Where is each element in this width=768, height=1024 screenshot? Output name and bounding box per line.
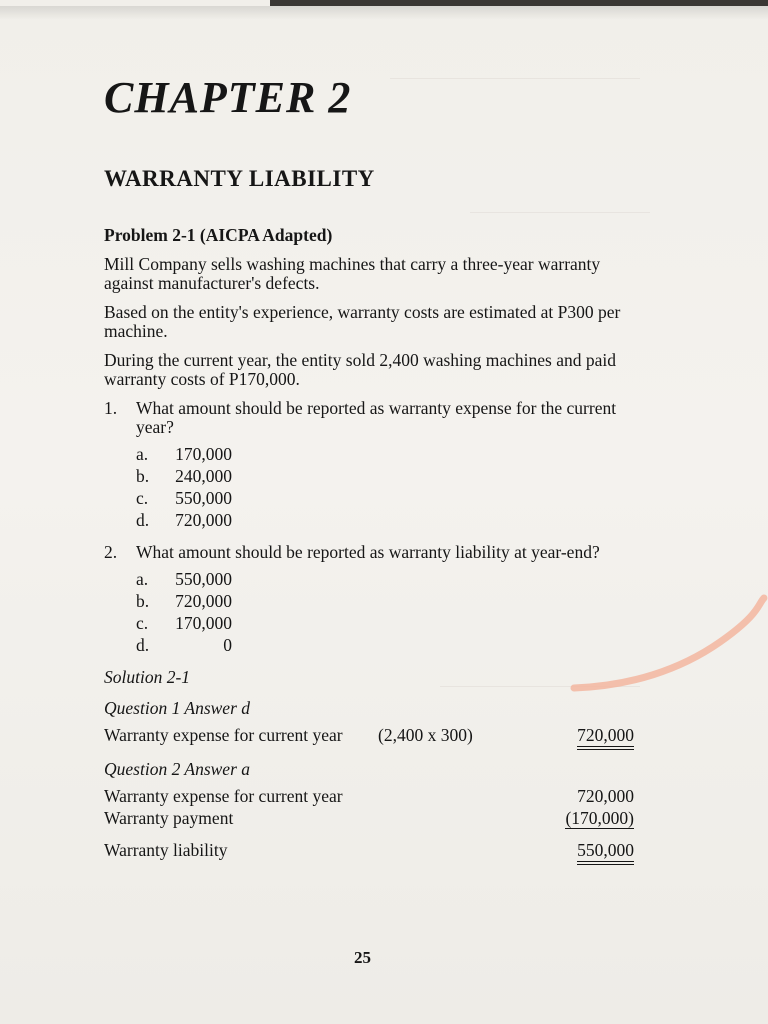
- highlighter-mark: [570, 590, 768, 700]
- section-title: WARRANTY LIABILITY: [104, 166, 375, 191]
- row-label: Warranty payment: [104, 808, 234, 828]
- problem-paragraph: Mill Company sells washing machines that carry a three-year warranty against manufacturer's defects.: [104, 254, 601, 293]
- row-amount: (170,000): [565, 808, 634, 828]
- problem-paragraph: Based on the entity's experience, warranty costs are estimated at P300 per machine.: [104, 302, 621, 341]
- choice-letter: b.: [136, 590, 150, 611]
- page-top-shadow: [0, 6, 768, 20]
- row-amount: 550,000: [577, 841, 634, 865]
- question-1: [104, 399, 644, 437]
- choice-b: [136, 590, 644, 612]
- choice-a: [136, 568, 644, 590]
- problem-paragraph: During the current year, the entity sold 2,400 washing machines and paid warranty costs of P170,000.: [104, 350, 617, 389]
- show-through-line: [470, 212, 650, 227]
- row-formula: (2,400 x 300): [378, 725, 473, 745]
- choice-b: [136, 465, 644, 487]
- choice-value: 240,000: [175, 465, 232, 486]
- row-label: Warranty expense for current year: [104, 725, 343, 745]
- choice-letter: c.: [136, 487, 149, 508]
- question-number: 1.: [104, 398, 118, 418]
- choice-a: [136, 443, 644, 465]
- choice-letter: b.: [136, 465, 150, 486]
- choice-letter: a.: [136, 568, 149, 589]
- solution-row: [104, 841, 644, 863]
- choice-value: 0: [223, 634, 232, 655]
- choice-value: 720,000: [175, 590, 232, 611]
- choice-letter: d.: [136, 634, 150, 655]
- row-amount: 720,000: [577, 786, 634, 806]
- row-label: Warranty expense for current year: [104, 786, 343, 806]
- choice-d: [136, 509, 644, 531]
- page-number: 25: [354, 948, 371, 967]
- choice-value: 720,000: [175, 509, 232, 530]
- solution-row: [104, 726, 644, 748]
- question-2-choices: [136, 568, 644, 656]
- choice-value: 550,000: [175, 568, 232, 589]
- chapter-title: CHAPTER 2: [104, 73, 352, 122]
- choice-letter: a.: [136, 443, 149, 464]
- choice-value: 170,000: [175, 443, 232, 464]
- question-2: [104, 543, 644, 562]
- main-content: [104, 226, 644, 863]
- choice-value: 550,000: [175, 487, 232, 508]
- row-amount: 720,000: [577, 726, 634, 750]
- answer-1-heading: Question 1 Answer d: [104, 698, 250, 718]
- show-through-line: [390, 78, 640, 97]
- choice-value: 170,000: [175, 612, 232, 633]
- solution-row: [104, 809, 644, 831]
- solution-row: [104, 787, 644, 809]
- problem-title: Problem 2-1 (AICPA Adapted): [104, 225, 333, 245]
- choice-letter: c.: [136, 612, 149, 633]
- question-1-choices: [136, 443, 644, 531]
- choice-d: [136, 634, 644, 656]
- choice-c: [136, 487, 644, 509]
- question-text: What amount should be reported as warranty liability at year-end?: [136, 542, 600, 562]
- answer-2-heading: Question 2 Answer a: [104, 759, 250, 779]
- question-number: 2.: [104, 542, 118, 562]
- solution-title: Solution 2-1: [104, 667, 191, 687]
- question-text: What amount should be reported as warranty expense for the current year?: [136, 398, 617, 437]
- choice-c: [136, 612, 644, 634]
- row-label: Warranty liability: [104, 840, 228, 860]
- choice-letter: d.: [136, 509, 150, 530]
